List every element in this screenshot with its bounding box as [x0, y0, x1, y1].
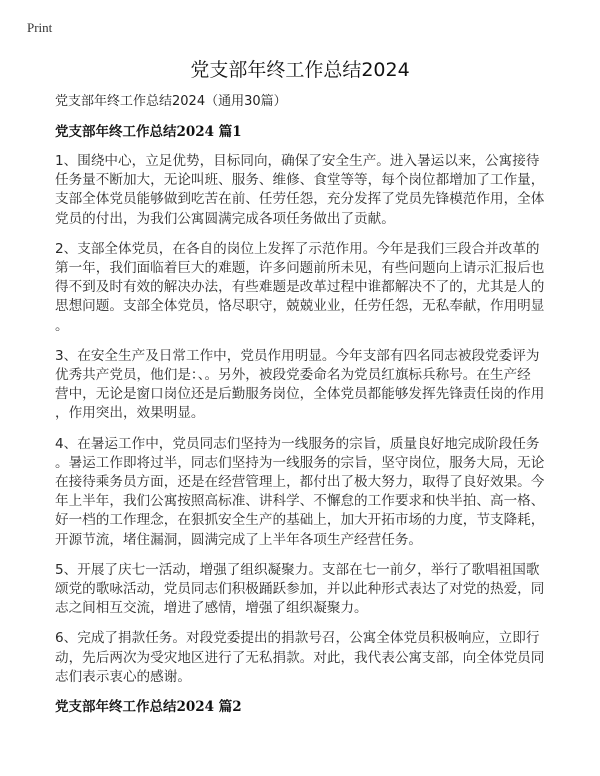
page-title: 党支部年终工作总结2024: [190, 59, 410, 81]
paragraph: [55, 240, 575, 336]
paragraph: [55, 561, 575, 619]
paragraph: [55, 152, 575, 229]
paragraph-line: 支部全体党员能够做到吃苦在前、任劳任怨，充分发挥了党员先锋模范作用，全体: [55, 191, 545, 208]
paragraph-line: 党员的付出，为我们公寓圆满完成各项任务做出了贡献。: [55, 210, 395, 227]
section-heading: 党支部年终工作总结2024 篇2: [55, 699, 242, 716]
paragraph-line: 年上半年，我们公寓按照高标准、讲科学、不懈怠的工作要求和快半拍、高一格、: [55, 493, 545, 510]
paragraph-line: 在接待乘务员方面，还是在经营管理上，都付出了极大努力，取得了良好效果。今: [55, 474, 545, 491]
paragraph-line: 优秀共产党员，他们是：、。另外，被段党委命名为党员红旗标兵称号。在生产经: [55, 367, 531, 384]
paragraph-line: 营中，无论是窗口岗位还是后勤服务岗位，全体党员都能够发挥先锋责任岗的作用: [55, 386, 545, 403]
paragraph-line: 志之间相互交流，增进了感情，增强了组织凝聚力。: [55, 600, 368, 617]
paragraph-line: 任务量不断加大，无论叫班、服务、维修、食堂等等，每个岗位都增加了工作量，: [55, 172, 545, 189]
paragraph-line: ，作用突出，效果明显。: [55, 405, 205, 422]
paragraph: [55, 347, 575, 424]
document-subtitle: 党支部年终工作总结2024（通用30篇）: [55, 94, 287, 109]
paragraph-line: 思想问题。支部全体党员，恪尽职守，兢兢业业，任劳任怨，无私奉献，作用明显: [55, 298, 545, 315]
paragraph-line: 好一档的工作理念，在狠抓安全生产的基础上，加大开拓市场的力度，节支降耗，: [55, 512, 545, 529]
sections: [55, 123, 575, 716]
paragraph-line: 动，先后两次为受灾地区进行了无私捐款。对此，我代表公寓支部，向全体党员同: [55, 649, 545, 666]
paragraph-line: 6、完成了捐款任务。对段党委提出的捐款号召，公寓全体党员积极响应，立即行: [55, 630, 540, 647]
paragraph-line: 。: [55, 317, 69, 334]
paragraph: [55, 629, 575, 687]
paragraph-line: 第一年，我们面临着巨大的难题，许多问题前所未见，有些问题向上请示汇报后也: [55, 260, 545, 277]
paragraph-line: 得不到及时有效的解决办法，有些难题是改革过程中谁都解决不了的，尤其是人的: [55, 279, 545, 296]
paragraph: [55, 435, 575, 550]
paragraph-line: 5、开展了庆七一活动，增强了组织凝聚力。支部在七一前夕，举行了歌唱祖国歌: [55, 561, 540, 578]
paragraph-line: 3、在安全生产及日常工作中，党员作用明显。今年支部有四名同志被段党委评为: [55, 347, 540, 364]
document-body: [55, 93, 575, 727]
paragraph-line: 颂党的歌咏活动，党员同志们积极踊跃参加，并以此种形式表达了对党的热爱，同: [55, 581, 545, 598]
paragraph-line: 。暑运工作即将过半，同志们坚持为一线服务的宗旨，坚守岗位，服务大局，无论: [55, 454, 545, 471]
paragraph-line: 2、支部全体党员，在各自的岗位上发挥了示范作用。今年是我们三段合并改革的: [55, 240, 540, 257]
paragraph-line: 志们表示衷心的感谢。: [55, 668, 191, 685]
paragraph-line: 开源节流，堵住漏洞，圆满完成了上半年各项生产经营任务。: [55, 531, 423, 548]
paragraph-line: 1、围绕中心，立足优势，目标同向，确保了安全生产。进入暑运以来，公寓接待: [55, 153, 540, 169]
section-heading: 党支部年终工作总结2024 篇1: [55, 124, 242, 140]
print-link[interactable]: Print: [27, 20, 53, 35]
paragraph-line: 4、在暑运工作中，党员同志们坚持为一线服务的宗旨，质量良好地完成阶段任务: [55, 435, 540, 452]
